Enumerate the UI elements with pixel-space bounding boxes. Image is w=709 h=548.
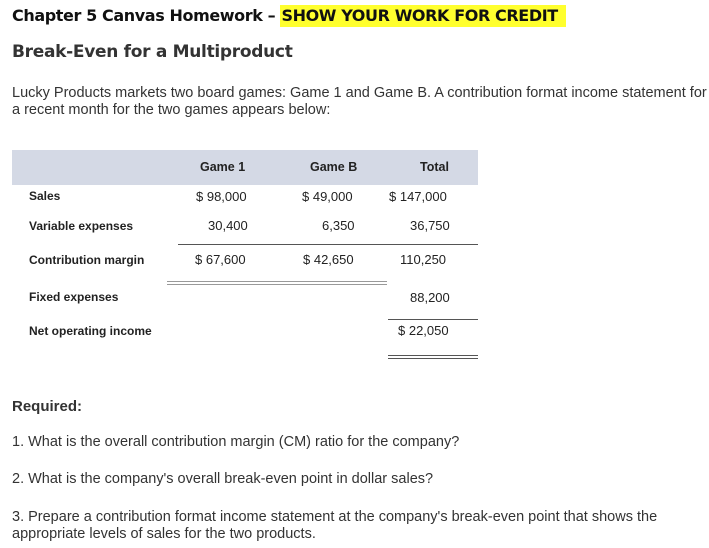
contribution-margin-gameb: $ 42,650 (303, 252, 354, 267)
assignment-heading (12, 6, 566, 30)
segment-double-rule (167, 281, 387, 285)
sales-total: $ 147,000 (389, 189, 447, 204)
contribution-margin-total: 110,250 (400, 252, 447, 267)
row-label-contribution-margin: Contribution margin (29, 253, 145, 267)
net-income-double-rule (388, 355, 478, 359)
variable-expenses-total: 36,750 (410, 218, 450, 233)
total-rule (388, 319, 478, 320)
column-header-gameb: Game B (310, 160, 358, 174)
column-header-game1: Game 1 (200, 160, 246, 174)
question-3: 3. Prepare a contribution format income statement at the company's break-even point that shows the appropriate levels of sales for the two products. (12, 509, 658, 542)
highlighted-instruction: SHOW YOUR WORK FOR CREDIT (280, 5, 565, 27)
row-label-variable-expenses: Variable expenses (29, 219, 134, 233)
question-2: 2. What is the company's overall break-even point in dollar sales? (12, 471, 434, 487)
question-1: 1. What is the overall contribution margin (CM) ratio for the company? (12, 434, 460, 450)
row-label-sales: Sales (29, 189, 61, 203)
problem-intro: Lucky Products markets two board games: Game 1 and Game B. A contribution format income statement for a recent month for the two games appears below: (12, 85, 707, 118)
problem-title: Break-Even for a Multiproduct (12, 42, 293, 62)
heading-plain-text: Chapter 5 Canvas Homework – (12, 6, 281, 25)
required-heading: Required: (12, 398, 83, 415)
contribution-margin-game1: $ 67,600 (195, 252, 246, 267)
row-label-fixed-expenses: Fixed expenses (29, 290, 119, 304)
net-operating-income-total: $ 22,050 (398, 323, 449, 338)
variable-expenses-game1: 30,400 (208, 218, 248, 233)
income-statement-table (12, 150, 478, 370)
sales-game1: $ 98,000 (196, 189, 247, 204)
variable-expenses-gameb: 6,350 (322, 218, 355, 233)
subtotal-rule (178, 244, 478, 245)
fixed-expenses-total: 88,200 (410, 290, 450, 305)
column-header-total: Total (420, 160, 449, 174)
sales-gameb: $ 49,000 (302, 189, 353, 204)
row-label-net-operating-income: Net operating income (29, 324, 152, 338)
